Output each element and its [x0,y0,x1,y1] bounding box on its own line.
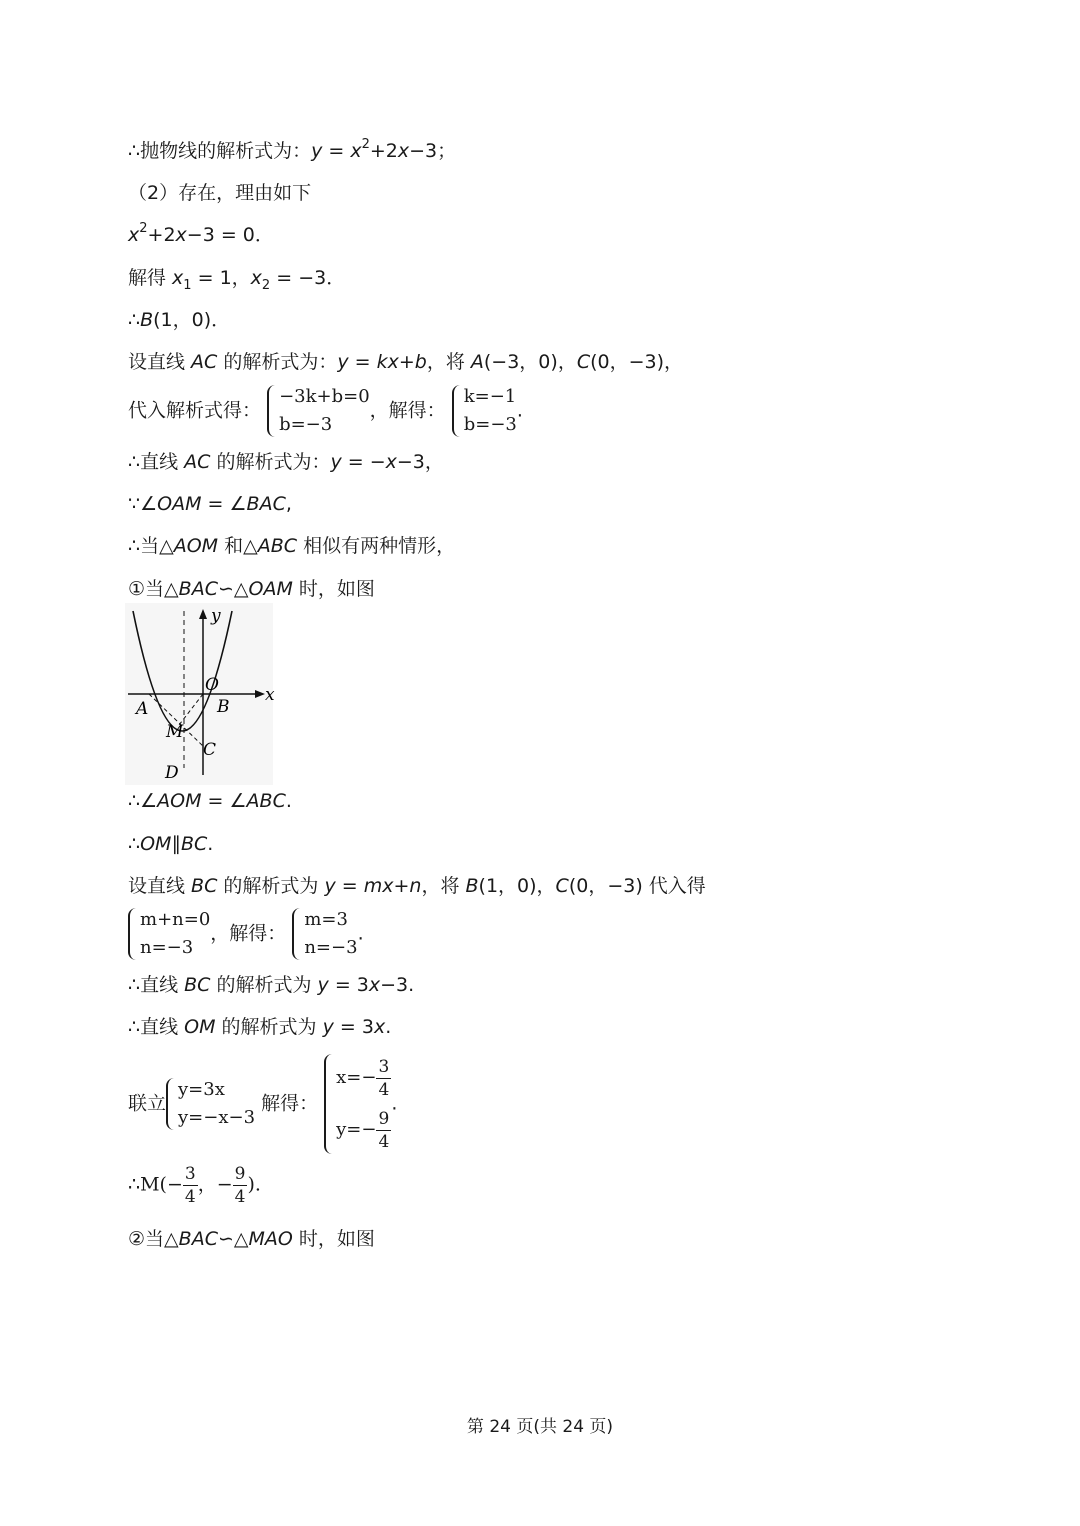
text: = 3 [333,1016,374,1038]
label-d: D [165,763,179,783]
text: ∴ [128,833,141,855]
text: , [285,493,292,515]
equation-system [292,906,357,962]
equation-system-solution [324,1052,391,1156]
var: y [324,875,336,897]
text: 设直线 [128,351,192,373]
text-line-om-result [128,1014,391,1040]
var: A [470,351,484,373]
text: −3 = 0． [186,224,274,246]
text: = ∠ [201,493,247,515]
superscript: 2 [139,221,148,236]
text: 的解析式为 [210,974,318,996]
text: y=− [336,1119,377,1140]
text: . [357,922,364,945]
text: . [516,399,523,422]
text: 的解析式为 [217,875,325,897]
subscript: 2 [261,278,271,293]
var: AOM [157,790,202,812]
var: mx [363,875,394,897]
text: (−3，0)， [483,351,577,373]
text: ①当△ [128,578,179,600]
text: ∴ [128,309,141,331]
text: ②当△ [128,1228,179,1250]
var: y [337,351,349,373]
eq-row: b=−3 [279,414,333,435]
text: ∴当△ [128,535,174,557]
text: 解得 [128,267,173,289]
text-line-point-m [128,1163,261,1208]
text: . [391,1092,398,1115]
var: BC [180,833,208,855]
var: b [414,351,427,373]
label-o: O [205,675,219,695]
var: BAC [178,1228,218,1250]
eq-row: m+n=0 [140,909,211,930]
var: x [385,451,397,473]
var: BC [184,974,211,996]
text: (0，−3) 代入得 [568,875,706,897]
var: AC [184,451,211,473]
text-line-ac-result [128,449,444,475]
text: ，解得： [369,399,446,422]
text-line-simultaneous [128,1052,397,1156]
text: −3； [409,140,457,162]
text: +2 [147,224,176,246]
text: . [385,1016,392,1038]
var: y [330,451,342,473]
denominator: 4 [378,1079,390,1100]
equation-system [166,1076,255,1132]
var: B [465,875,479,897]
var: OM [140,833,172,855]
eq-row: m=3 [304,909,348,930]
text: ， [197,1173,217,1196]
text: + [393,875,410,897]
var: n [409,875,422,897]
var: y [322,1016,334,1038]
text: ). [247,1173,261,1196]
text: ∴直线 [128,451,185,473]
fraction [233,1163,248,1208]
var: BC [191,875,218,897]
text-line-solve-bc [128,906,364,962]
text: = −3． [270,267,346,289]
text: 时，如图 [292,1228,375,1250]
text-line-two-cases [128,533,455,559]
text: ，将 [421,875,466,897]
eq-row: y=3x [178,1079,225,1100]
text-line-case-2 [128,1226,375,1252]
var: B [140,309,154,331]
superscript: 2 [361,137,370,152]
eq-row: n=−3 [304,937,358,958]
var: x [250,267,262,289]
text-line-exists: （2）存在，理由如下 [128,182,312,204]
var: x [175,224,187,246]
text: ∴直线 [128,974,185,996]
text: +2 [369,140,398,162]
text-line-angle-aom [128,788,292,814]
numerator: 9 [234,1164,246,1184]
text: ∽△ [217,1228,249,1250]
text: −3. [380,974,415,996]
eq-row: −3k+b=0 [279,386,370,407]
equation-system [128,906,210,962]
var: ABC [246,790,286,812]
var: AOM [173,535,219,557]
text: − [216,1173,233,1196]
text: 的解析式为： [210,451,331,473]
text: ∴M(− [128,1173,183,1196]
eq-row: k=−1 [463,386,517,407]
label-x: x [265,685,275,705]
text: = [322,140,351,162]
text: (1，0)， [478,875,556,897]
text: ∴∠ [128,790,158,812]
var: x [368,974,381,996]
var: ABC [257,535,298,557]
var: x [350,140,362,162]
denominator: 4 [378,1131,390,1152]
label-a: A [136,699,149,719]
text: (1，0)． [153,309,231,331]
eq-row: y=−x−3 [178,1107,256,1128]
text: ，解得： [210,922,287,945]
text-line-angle-eq [128,491,292,517]
text: (0，−3)， [590,351,684,373]
text: 的解析式为： [217,351,338,373]
numerator: 3 [378,1056,390,1077]
eq-row [336,1104,391,1156]
var: AC [191,351,218,373]
text: . [285,790,292,812]
text-line-point-b [128,307,230,333]
var: C [576,351,591,373]
text: 代入解析式得： [128,399,262,422]
text-line-case-1 [128,576,375,602]
var: x [397,140,410,162]
text: 时，如图 [292,578,375,600]
denominator: 4 [184,1187,196,1207]
label-m: M [166,722,184,742]
var: OAM [248,578,293,600]
fraction [183,1163,198,1208]
var: OAM [157,493,202,515]
text: 相似有两种情形， [297,535,456,557]
eq-row: n=−3 [140,937,194,958]
text: ∴抛物线的解析式为： [128,140,312,162]
equation-system [452,383,517,439]
var: BAC [178,578,218,600]
text-line-equation [128,222,274,251]
text: 联立 [128,1092,167,1115]
var: BAC [246,493,286,515]
text-line-bc-result [128,972,414,998]
var: y [311,140,323,162]
text: ∥ [171,833,181,855]
text: . [207,833,214,855]
numerator: 3 [184,1164,196,1184]
page-footer: 第 24 页(共 24 页) [466,1417,614,1437]
fraction [376,1056,391,1101]
eq-row: b=−3 [463,414,517,435]
text-line-set-bc [128,873,706,899]
var: y [317,974,329,996]
eq-row [336,1052,391,1104]
text: 解得： [255,1092,319,1115]
text: = [348,351,377,373]
text: ，将 [426,351,471,373]
text: ∵∠ [128,493,158,515]
text: = ∠ [201,790,247,812]
var: C [555,875,569,897]
text: + [398,351,415,373]
var: OM [184,1016,216,1038]
text: = 3 [328,974,369,996]
denominator: 4 [234,1187,246,1207]
var: kx [376,351,399,373]
text: −3， [396,451,444,473]
text: = 1， [191,267,251,289]
text: ∽△ [217,578,249,600]
var: x [373,1016,386,1038]
numerator: 9 [378,1108,390,1129]
text: 设直线 [128,875,192,897]
subscript: 1 [183,278,192,293]
var: x [172,267,184,289]
text-line-parabola [128,138,456,167]
var: MAO [248,1228,293,1250]
text-line-roots [128,265,345,294]
fraction [376,1108,391,1153]
text: = [335,875,364,897]
text: x=− [336,1067,377,1088]
label-b: B [217,697,230,717]
text-line-substitute-ac [128,383,523,439]
text: = − [341,451,386,473]
text-line-set-ac [128,349,683,375]
label-c: C [203,740,217,760]
text: 的解析式为 [215,1016,323,1038]
text: 和△ [218,535,258,557]
equation-system [267,383,370,439]
var: x [128,224,140,246]
label-y: y [211,606,221,626]
text-line-parallel [128,831,213,857]
parabola-figure [125,603,285,785]
text: ∴直线 [128,1016,185,1038]
